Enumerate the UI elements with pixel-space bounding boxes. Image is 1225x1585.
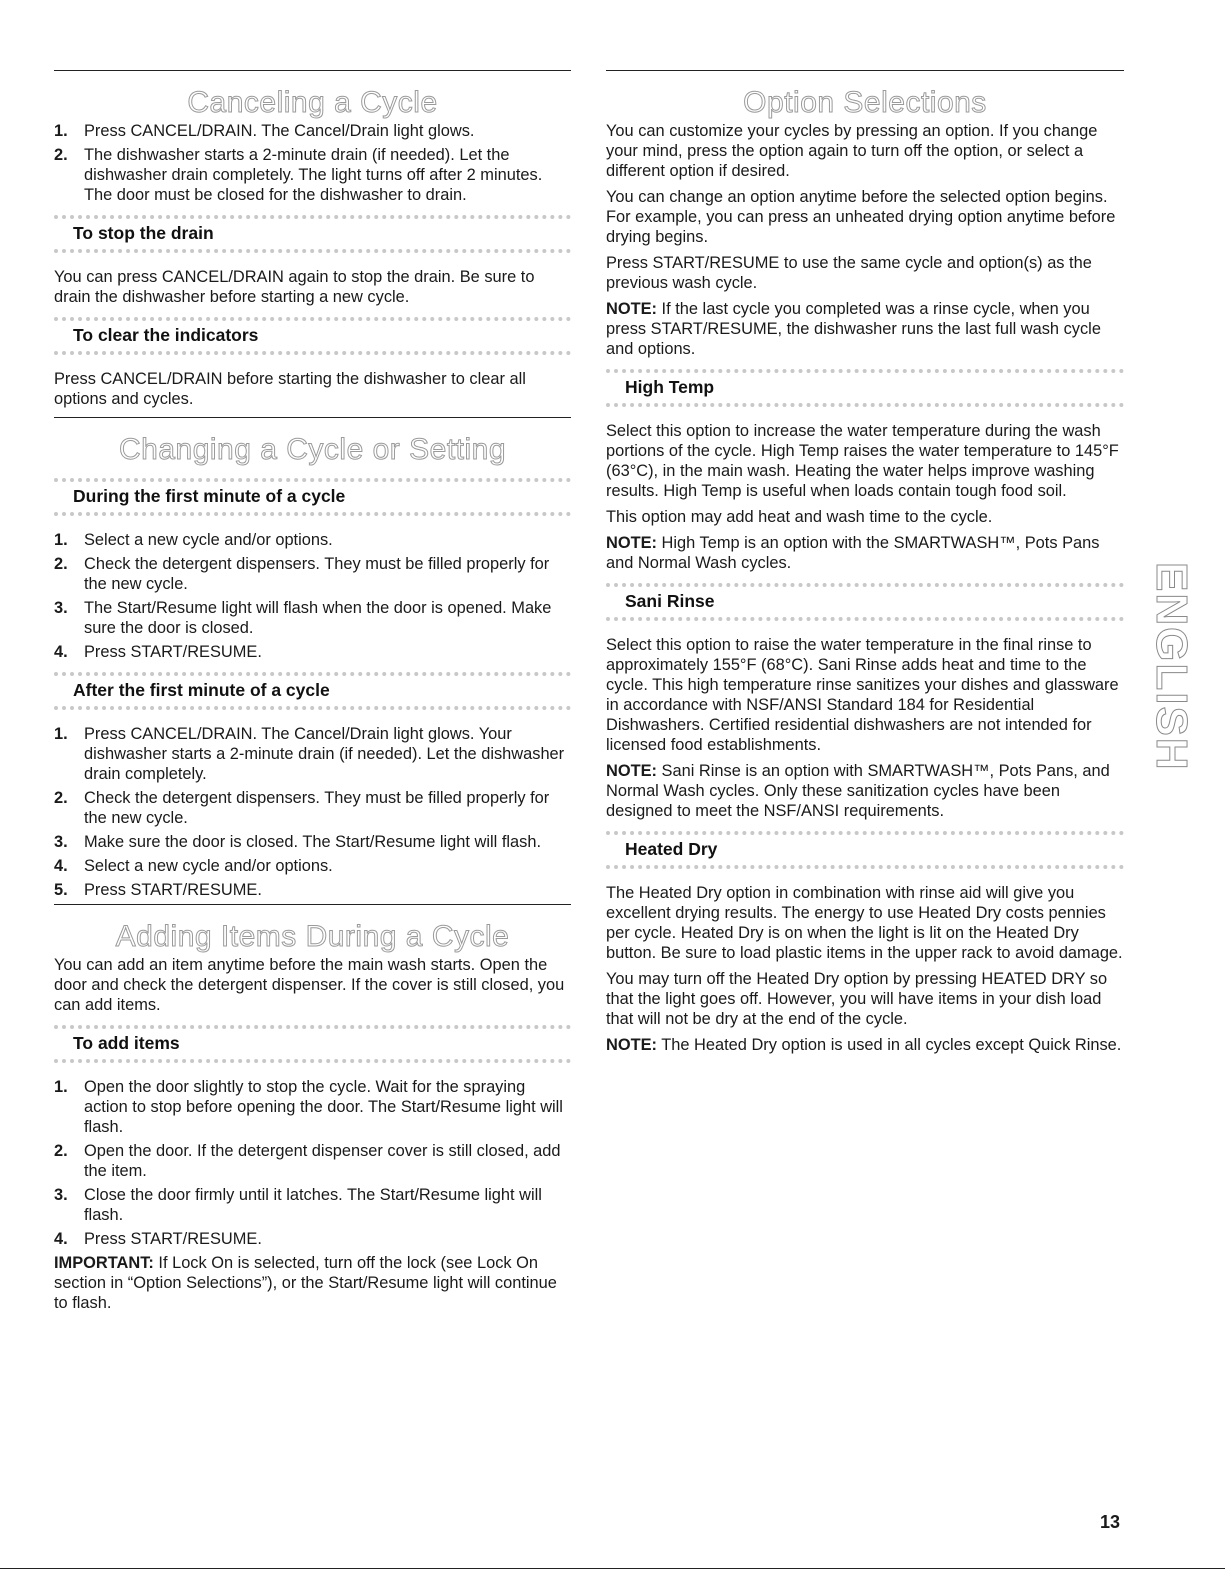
high-temp-p1: Select this option to increase the water temperature during the wash portions of the cycle. High Temp raises the water temperature to 145°F (63°C), in the main wash. Heating the water helps improve washing results. High Temp is useful when loads contain tough food soil. (606, 422, 1119, 500)
section-rule (54, 904, 571, 905)
after-steps (54, 724, 571, 900)
list-item: 1. Press CANCEL/DRAIN. The Cancel/Drain light glows. (54, 122, 475, 140)
list-item: 4. Select a new cycle and/or options. (54, 857, 333, 875)
list-item: 3. Make sure the door is closed. The Start/Resume light will flash. (54, 833, 542, 851)
options-note: NOTE: If the last cycle you completed was a rinse cycle, when you press START/RESUME, the dishwasher runs the last full wash cycle and options. (606, 300, 1101, 358)
subheading-high-temp: High Temp (606, 369, 1124, 407)
stop-drain-text: You can press CANCEL/DRAIN again to stop the drain. Be sure to drain the dishwasher before starting a new cycle. (54, 268, 535, 306)
subheading-clear-indicators: To clear the indicators (54, 317, 571, 355)
high-temp-p2: This option may add heat and wash time to the cycle. (606, 508, 993, 526)
heated-dry-p1: The Heated Dry option in combination with rinse aid will give you excellent drying results. The energy to use Heated Dry costs pennies per cycle. Heated Dry is on when the light is lit on the Heated Dry button. Be sure to load plastic items in the upper rack to avoid damage. (606, 884, 1123, 962)
section-title-options: Option Selections (743, 86, 987, 119)
section-rule (54, 70, 571, 71)
subheading-stop-drain: To stop the drain (54, 215, 571, 253)
list-item: 4. Press START/RESUME. (54, 1230, 262, 1248)
options-p2: You can change an option anytime before the selected option begins. For example, you can press an unheated drying option anytime before drying begins. (606, 188, 1116, 246)
section-title-adding: Adding Items During a Cycle (115, 920, 510, 953)
section-rule (606, 70, 1124, 71)
list-item: 2. The dishwasher starts a 2-minute drain (if needed). Let the dishwasher drain completely. The light turns off after 2 minutes. The door must be closed for the dishwasher to drain. (54, 146, 543, 204)
right-column (606, 70, 1124, 1061)
list-item: 3. Close the door firmly until it latches. The Start/Resume light will flash. (54, 1186, 542, 1224)
subheading-after-first-minute: After the first minute of a cycle (54, 672, 571, 710)
sani-rinse-p1: Select this option to raise the water temperature in the final rinse to approximately 155°F (68°C). Sani Rinse adds heat and time to the cycle. This high temperature rinse sanitizes your dishes and glassware in accordance with NSF/ANSI Standard 184 for Residential Dishwashers. Certified residential dishwashers are not intended for licensed food establishments. (606, 636, 1119, 754)
high-temp-note: NOTE: High Temp is an option with the SMARTWASH™, Pots Pans and Normal Wash cycles. (606, 534, 1100, 572)
during-steps (54, 530, 571, 662)
sani-rinse-note: NOTE: Sani Rinse is an option with SMARTWASH™, Pots Pans, and Normal Wash cycles. Only these sanitization cycles have been designed to meet the NSF/ANSI requirements. (606, 762, 1110, 820)
options-p3: Press START/RESUME to use the same cycle and option(s) as the previous wash cycle. (606, 254, 1092, 292)
section-title-canceling: Canceling a Cycle (187, 86, 438, 119)
clear-indicators-text: Press CANCEL/DRAIN before starting the dishwasher to clear all options and cycles. (54, 370, 526, 408)
list-item: 1. Select a new cycle and/or options. (54, 531, 333, 549)
language-side-tab: ENGLISH (1147, 562, 1196, 772)
list-item: 1. Open the door slightly to stop the cycle. Wait for the spraying action to stop before opening the door. The Start/Resume light will flash. (54, 1078, 563, 1136)
subheading-add-items: To add items (54, 1025, 571, 1063)
list-item: 5. Press START/RESUME. (54, 881, 262, 899)
subheading-heated-dry: Heated Dry (606, 831, 1124, 869)
list-item: 1. Press CANCEL/DRAIN. The Cancel/Drain light glows. Your dishwasher starts a 2-minute drain (if needed). Let the dishwasher drain completely. (54, 725, 565, 783)
heated-dry-note: NOTE: The Heated Dry option is used in all cycles except Quick Rinse. (606, 1036, 1122, 1054)
options-p1: You can customize your cycles by pressing an option. If you change your mind, press the option again to turn off the option, or select a different option if desired. (606, 122, 1098, 180)
bottom-rule (0, 1568, 1225, 1569)
heated-dry-p2: You may turn off the Heated Dry option by pressing HEATED DRY so that the light goes off. However, you will have items in your dish load that will not be dry at the end of the cycle. (606, 970, 1108, 1028)
section-title-changing: Changing a Cycle or Setting (118, 433, 507, 466)
adding-intro: You can add an item anytime before the main wash starts. Open the door and check the detergent dispenser. If the cover is still closed, you can add items. (54, 956, 565, 1014)
page-number: 13 (1100, 1512, 1121, 1532)
important-note: IMPORTANT: If Lock On is selected, turn off the lock (see Lock On section in “Option Selections”), or the Start/Resume light will continue to flash. (54, 1254, 557, 1312)
left-column (54, 70, 571, 1319)
list-item: 4. Press START/RESUME. (54, 643, 262, 661)
list-item: 2. Open the door. If the detergent dispenser cover is still closed, add the item. (54, 1142, 561, 1180)
canceling-steps (54, 121, 571, 205)
list-item: 2. Check the detergent dispensers. They must be filled properly for the new cycle. (54, 789, 550, 827)
add-items-steps (54, 1077, 571, 1249)
subheading-during-first-minute: During the first minute of a cycle (54, 478, 571, 516)
list-item: 2. Check the detergent dispensers. They must be filled properly for the new cycle. (54, 555, 550, 593)
list-item: 3. The Start/Resume light will flash when the door is opened. Make sure the door is closed. (54, 599, 552, 637)
section-rule (54, 417, 571, 418)
subheading-sani-rinse: Sani Rinse (606, 583, 1124, 621)
